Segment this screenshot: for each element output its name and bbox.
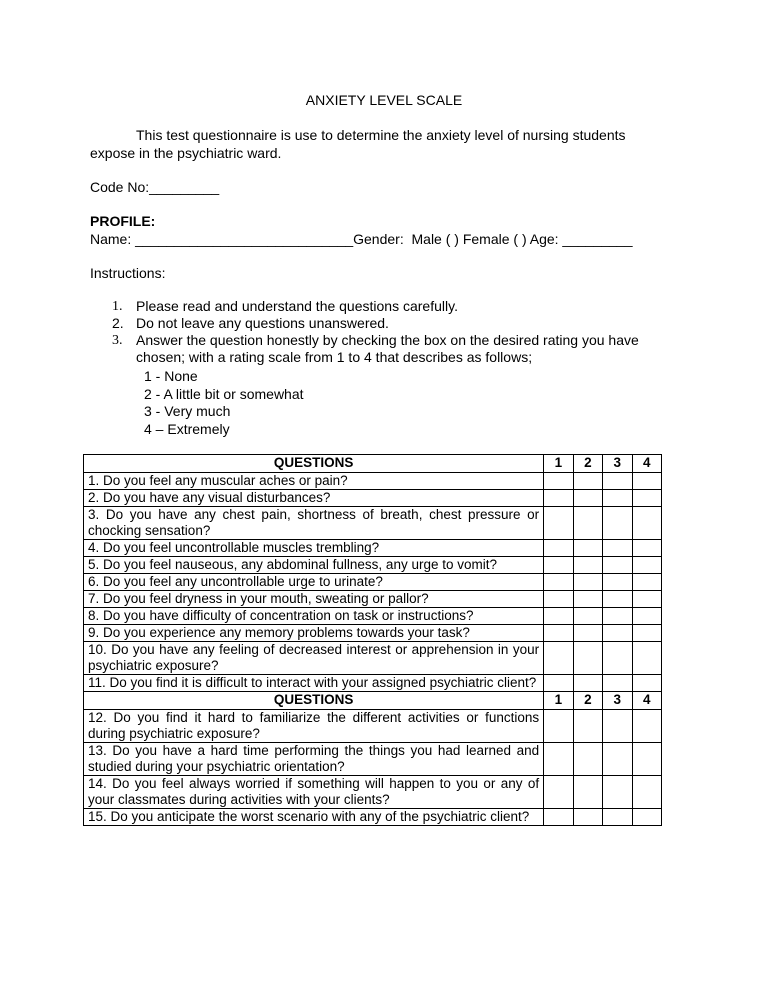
intro-line-1: This test questionnaire is use to determine the anxiety level of nursing students (136, 127, 626, 143)
instructions-heading: Instructions: (90, 265, 166, 281)
rating-checkbox-cell[interactable] (544, 473, 573, 490)
rating-checkbox-cell[interactable] (603, 675, 632, 692)
rating-checkbox-cell[interactable] (603, 473, 632, 490)
question-row (84, 574, 662, 591)
intro-paragraph (90, 126, 680, 162)
rating-checkbox-cell[interactable] (573, 710, 602, 743)
rating-checkbox-cell[interactable] (603, 490, 632, 507)
instruction-item (90, 298, 690, 315)
question-text: 5. Do you feel nauseous, any abdominal fullness, any urge to vomit? (84, 557, 544, 574)
rating-checkbox-cell[interactable] (573, 591, 602, 608)
rating-checkbox-cell[interactable] (573, 507, 602, 540)
rating-checkbox-cell[interactable] (632, 473, 661, 490)
question-row (84, 743, 662, 776)
code-number-field: Code No:_________ (90, 179, 220, 195)
rating-scale-item: 4 – Extremely (144, 420, 230, 437)
question-text: 10. Do you have any feeling of decreased interest or apprehension in your psychiatric exposure? (84, 642, 544, 675)
rating-checkbox-cell[interactable] (544, 710, 573, 743)
rating-checkbox-cell[interactable] (544, 490, 573, 507)
rating-checkbox-cell[interactable] (544, 675, 573, 692)
rating-checkbox-cell[interactable] (573, 490, 602, 507)
rating-checkbox-cell[interactable] (573, 540, 602, 557)
rating-checkbox-cell[interactable] (632, 557, 661, 574)
instruction-number: 3. (112, 333, 123, 348)
rating-checkbox-cell[interactable] (632, 608, 661, 625)
question-text: 6. Do you feel any uncontrollable urge to urinate? (84, 574, 544, 591)
question-text: 3. Do you have any chest pain, shortness of breath, chest pressure or chocking sensation? (84, 507, 544, 540)
question-row (84, 642, 662, 675)
rating-checkbox-cell[interactable] (603, 507, 632, 540)
question-row (84, 625, 662, 642)
question-text: 1. Do you feel any muscular aches or pain? (84, 473, 544, 490)
rating-checkbox-cell[interactable] (573, 675, 602, 692)
rating-checkbox-cell[interactable] (573, 473, 602, 490)
rating-checkbox-cell[interactable] (632, 540, 661, 557)
rating-checkbox-cell[interactable] (632, 710, 661, 743)
rating-checkbox-cell[interactable] (544, 591, 573, 608)
rating-scale-item: 3 - Very much (144, 403, 231, 419)
page-title: ANXIETY LEVEL SCALE (305, 92, 463, 108)
rating-scale-item: 1 - None (144, 368, 198, 384)
rating-checkbox-cell[interactable] (603, 540, 632, 557)
rating-scale-list (144, 368, 304, 438)
rating-checkbox-cell[interactable] (603, 557, 632, 574)
rating-checkbox-cell[interactable] (544, 608, 573, 625)
rating-column-header: 4 (632, 455, 661, 473)
question-text: 11. Do you find it is difficult to interact with your assigned psychiatric client? (84, 675, 544, 692)
rating-checkbox-cell[interactable] (573, 557, 602, 574)
rating-checkbox-cell[interactable] (544, 776, 573, 809)
question-text: 9. Do you experience any memory problems towards your task? (84, 625, 544, 642)
question-row (84, 710, 662, 743)
rating-checkbox-cell[interactable] (632, 490, 661, 507)
rating-checkbox-cell[interactable] (544, 507, 573, 540)
question-row (84, 809, 662, 826)
question-text: 13. Do you have a hard time performing the things you had learned and studied during your psychiatric orientation? (84, 743, 544, 776)
rating-column-header: 2 (573, 455, 602, 473)
rating-checkbox-cell[interactable] (632, 625, 661, 642)
instructions-list (90, 298, 690, 366)
rating-checkbox-cell[interactable] (632, 776, 661, 809)
question-row (84, 776, 662, 809)
rating-column-header: 1 (544, 692, 573, 710)
rating-checkbox-cell[interactable] (544, 557, 573, 574)
question-row (84, 608, 662, 625)
rating-checkbox-cell[interactable] (632, 507, 661, 540)
instruction-text: Please read and understand the questions carefully. (136, 298, 458, 314)
rating-scale-item: 2 - A little bit or somewhat (144, 385, 304, 402)
rating-column-header: 3 (603, 692, 632, 710)
rating-checkbox-cell[interactable] (544, 574, 573, 591)
profile-heading: PROFILE: (90, 213, 156, 229)
rating-checkbox-cell[interactable] (632, 809, 661, 826)
rating-checkbox-cell[interactable] (603, 574, 632, 591)
rating-checkbox-cell[interactable] (544, 809, 573, 826)
questions-column-header: QUESTIONS (84, 455, 544, 473)
instruction-text: Do not leave any questions unanswered. (136, 315, 389, 331)
rating-column-header: 2 (573, 692, 602, 710)
rating-checkbox-cell[interactable] (544, 540, 573, 557)
rating-checkbox-cell[interactable] (603, 776, 632, 809)
rating-checkbox-cell[interactable] (573, 776, 602, 809)
rating-checkbox-cell[interactable] (573, 608, 602, 625)
instruction-number: 2. (112, 315, 124, 331)
rating-checkbox-cell[interactable] (632, 591, 661, 608)
instruction-item (90, 332, 690, 366)
rating-checkbox-cell[interactable] (603, 591, 632, 608)
question-row (84, 591, 662, 608)
rating-checkbox-cell[interactable] (573, 574, 602, 591)
questions-column-header: QUESTIONS (84, 692, 544, 710)
rating-column-header: 4 (632, 692, 661, 710)
rating-checkbox-cell[interactable] (544, 625, 573, 642)
rating-checkbox-cell[interactable] (632, 743, 661, 776)
table-header-row (84, 692, 662, 710)
rating-checkbox-cell[interactable] (632, 675, 661, 692)
question-row (84, 540, 662, 557)
rating-checkbox-cell[interactable] (603, 608, 632, 625)
question-row (84, 507, 662, 540)
question-row (84, 675, 662, 692)
table-header-row (84, 455, 662, 473)
question-text: 12. Do you find it hard to familiarize the different activities or functions during psychiatric exposure? (84, 710, 544, 743)
question-text: 7. Do you feel dryness in your mouth, sweating or pallor? (84, 591, 544, 608)
rating-checkbox-cell[interactable] (603, 625, 632, 642)
question-text: 4. Do you feel uncontrollable muscles trembling? (84, 540, 544, 557)
question-text: 14. Do you feel always worried if something will happen to you or any of your classmates during activities with your clients? (84, 776, 544, 809)
question-row (84, 473, 662, 490)
rating-checkbox-cell[interactable] (632, 574, 661, 591)
profile-name-line: Name: ____________________________Gender: Male ( ) Female ( ) Age: _________ (90, 231, 633, 247)
question-text: 8. Do you have difficulty of concentration on task or instructions? (84, 608, 544, 625)
rating-checkbox-cell[interactable] (573, 642, 602, 675)
rating-checkbox-cell[interactable] (544, 642, 573, 675)
rating-checkbox-cell[interactable] (603, 642, 632, 675)
instruction-text: Answer the question honestly by checking the box on the desired rating you have chosen; with a rating scale from 1 to 4 that describes as follows; (136, 332, 639, 365)
question-row (84, 557, 662, 574)
instruction-item (90, 315, 690, 332)
intro-line-2: expose in the psychiatric ward. (90, 145, 282, 161)
question-text: 2. Do you have any visual disturbances? (84, 490, 544, 507)
rating-checkbox-cell[interactable] (603, 743, 632, 776)
rating-checkbox-cell[interactable] (603, 710, 632, 743)
rating-checkbox-cell[interactable] (603, 809, 632, 826)
rating-checkbox-cell[interactable] (544, 743, 573, 776)
rating-checkbox-cell[interactable] (632, 642, 661, 675)
rating-column-header: 3 (603, 455, 632, 473)
rating-column-header: 1 (544, 455, 573, 473)
question-row (84, 490, 662, 507)
questionnaire-table (83, 454, 662, 826)
rating-checkbox-cell[interactable] (573, 743, 602, 776)
question-text: 15. Do you anticipate the worst scenario with any of the psychiatric client? (84, 809, 544, 826)
rating-checkbox-cell[interactable] (573, 809, 602, 826)
instruction-number: 1. (112, 299, 123, 314)
rating-checkbox-cell[interactable] (573, 625, 602, 642)
